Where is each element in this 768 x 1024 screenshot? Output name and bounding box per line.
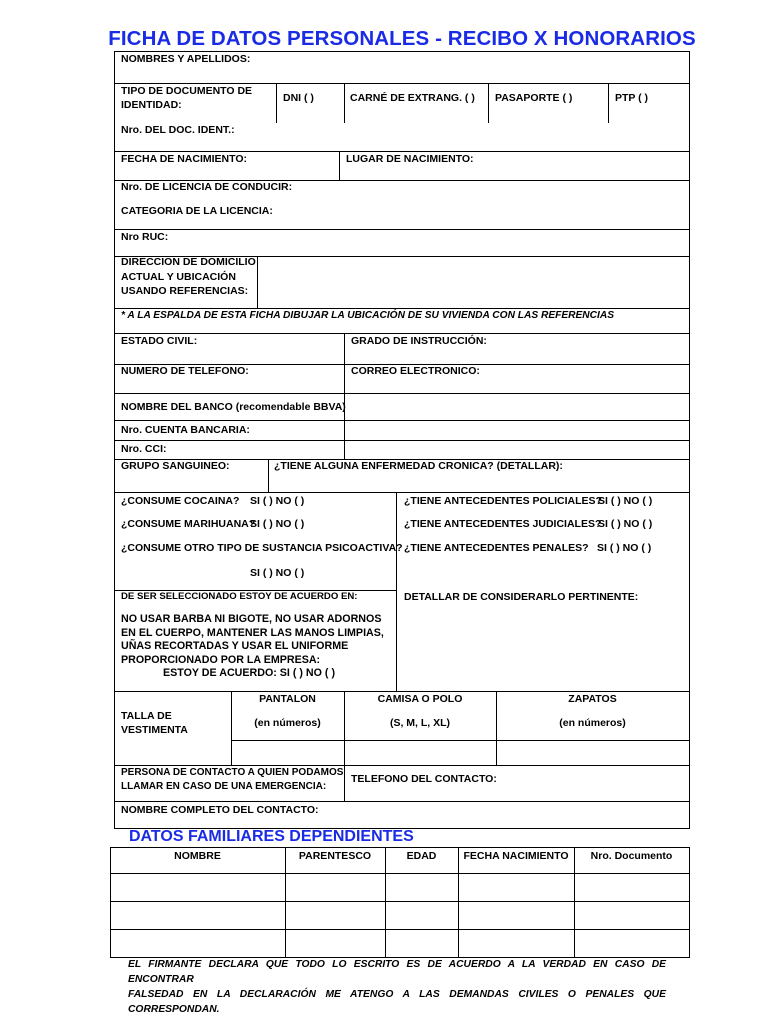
acuerdo-label: DE SER SELECCIONADO ESTOY DE ACUERDO EN:	[121, 591, 358, 602]
penales-label: ¿TIENE ANTECEDENTES PENALES?	[404, 542, 589, 554]
talla-label-line1: TALLA DE	[121, 710, 172, 722]
camisa-subheader: (S, M, L, XL)	[389, 717, 451, 729]
cocaina-label: ¿CONSUME COCAINA?	[121, 495, 240, 507]
marihuana-si-no[interactable]: SI ( ) NO ( )	[250, 518, 305, 530]
pasaporte-checkbox[interactable]: PASAPORTE ( )	[495, 92, 573, 104]
zapatos-subheader: (en números)	[559, 717, 626, 729]
familiares-header-parentesco: PARENTESCO	[298, 850, 372, 862]
familiares-header-nombre: NOMBRE	[174, 850, 221, 862]
banco-label: NOMBRE DEL BANCO (recomendable BBVA)	[121, 401, 346, 413]
contacto-label-line2: LLAMAR EN CASO DE UNA EMERGENCIA:	[121, 781, 327, 792]
policiales-si-no[interactable]: SI ( ) NO ( )	[598, 495, 653, 507]
domicilio-label-line1: DIRECCION DE DOMICILIO	[121, 256, 256, 268]
otra-sustancia-label: ¿CONSUME OTRO TIPO DE SUSTANCIA PSICOACTIVA?	[121, 542, 403, 554]
declaracion-line1: EL FIRMANTE DECLARA QUE TODO LO ESCRITO ES DE ACUERDO A LA VERDAD EN CASO DE ENCONTRAR	[128, 959, 666, 985]
familiares-header-edad: EDAD	[406, 850, 437, 862]
lugar-nac-label: LUGAR DE NACIMIENTO:	[346, 153, 474, 165]
judiciales-label: ¿TIENE ANTECEDENTES JUDICIALES?	[404, 518, 602, 530]
cci-label: Nro. CCI:	[121, 443, 167, 455]
talla-label-line2: VESTIMENTA	[121, 724, 188, 736]
tipo-doc-label-line1: TIPO DE DOCUMENTO DE	[121, 85, 253, 97]
marihuana-label: ¿CONSUME MARIHUANA?	[121, 518, 256, 530]
cocaina-si-no[interactable]: SI ( ) NO ( )	[250, 495, 305, 507]
ruc-label: Nro RUC:	[121, 231, 169, 243]
fecha-nac-label: FECHA DE NACIMIENTO:	[121, 153, 247, 165]
nota-espalda: * A LA ESPALDA DE ESTA FICHA DIBUJAR LA UBICACIÓN DE SU VIVIENDA CON LAS REFERENCIAS	[121, 310, 614, 321]
camisa-header: CAMISA O POLO	[377, 693, 463, 705]
tipo-doc-label-line2: IDENTIDAD:	[121, 99, 182, 111]
cuenta-label: Nro. CUENTA BANCARIA:	[121, 424, 250, 436]
penales-si-no[interactable]: SI ( ) NO ( )	[597, 542, 652, 554]
declaracion-line2: FALSEDAD EN LA DECLARACIÓN ME ATENGO A LAS DEMANDAS CIVILES O PENALES QUE CORRESPONDAN.	[128, 989, 666, 1015]
familiares-header-documento: Nro. Documento	[590, 850, 673, 862]
nombre-contacto-label: NOMBRE COMPLETO DEL CONTACTO:	[121, 804, 319, 816]
carne-checkbox[interactable]: CARNÉ DE EXTRANG. ( )	[350, 92, 475, 104]
estado-civil-label: ESTADO CIVIL:	[121, 335, 198, 347]
telefono-label: NUMERO DE TELEFONO:	[121, 365, 249, 377]
categoria-label: CATEGORIA DE LA LICENCIA:	[121, 205, 273, 217]
estoy-acuerdo-si-no[interactable]: ESTOY DE ACUERDO: SI ( ) NO ( )	[163, 667, 336, 679]
otra-sustancia-si-no[interactable]: SI ( ) NO ( )	[250, 567, 305, 579]
policiales-label: ¿TIENE ANTECEDENTES POLICIALES?	[404, 495, 602, 507]
domicilio-label-line3: USANDO REFERENCIAS:	[121, 285, 249, 297]
correo-label: CORREO ELECTRONICO:	[351, 365, 480, 377]
zapatos-header: ZAPATOS	[568, 693, 617, 705]
licencia-label: Nro. DE LICENCIA DE CONDUCIR:	[121, 181, 293, 193]
grado-label: GRADO DE INSTRUCCIÓN:	[351, 335, 487, 347]
detallar-label: DETALLAR DE CONSIDERARLO PERTINENTE:	[404, 591, 639, 603]
nombres-label: NOMBRES Y APELLIDOS:	[121, 53, 251, 65]
domicilio-label-line2: ACTUAL Y UBICACIÓN	[121, 271, 236, 283]
pantalon-header: PANTALON	[259, 693, 316, 705]
nro-doc-label: Nro. DEL DOC. IDENT.:	[121, 124, 235, 136]
contacto-label-line1: PERSONA DE CONTACTO A QUIEN PODAMOS	[121, 767, 344, 778]
tel-contacto-label: TELEFONO DEL CONTACTO:	[351, 773, 497, 785]
dni-checkbox[interactable]: DNI ( )	[283, 92, 314, 104]
ptp-checkbox[interactable]: PTP ( )	[615, 92, 649, 104]
page-title: FICHA DE DATOS PERSONALES - RECIBO X HONORARIOS	[108, 27, 696, 50]
judiciales-si-no[interactable]: SI ( ) NO ( )	[598, 518, 653, 530]
grupo-label: GRUPO SANGUINEO:	[121, 460, 230, 472]
declaracion	[128, 957, 666, 1017]
pantalon-subheader: (en números)	[254, 717, 321, 729]
familiares-title: DATOS FAMILIARES DEPENDIENTES	[129, 828, 414, 845]
enfermedad-label: ¿TIENE ALGUNA ENFERMEDAD CRONICA? (DETALLAR):	[274, 460, 563, 472]
condiciones-text: NO USAR BARBA NI BIGOTE, NO USAR ADORNOS EN EL CUERPO, MANTENER LAS MANOS LIMPIAS, UÑAS RECORTADAS Y USAR EL UNIFORME PROPORCIONADO POR LA EMPRESA:	[121, 613, 384, 666]
familiares-header-fecha: FECHA NACIMIENTO	[463, 850, 569, 862]
